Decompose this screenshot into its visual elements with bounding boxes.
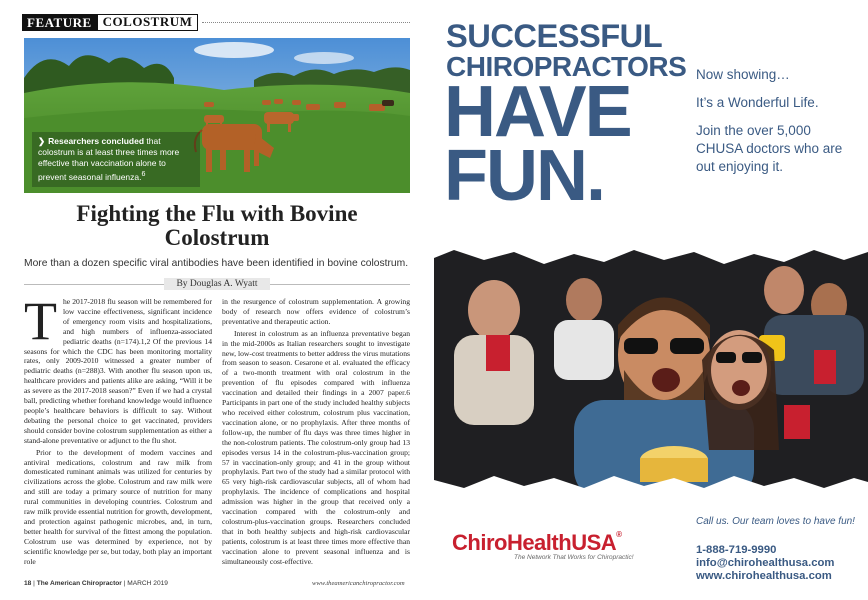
- issue-date: MARCH 2019: [127, 580, 168, 587]
- ad-headline-successful: SUCCESSFUL: [446, 18, 663, 54]
- cows-hero-image: [24, 38, 410, 193]
- chirohealth-logo: [452, 530, 622, 556]
- article-deck: More than a dozen specific viral antibodies have been identified in bovine colostrum.: [24, 258, 409, 269]
- contact-website[interactable]: www.chirohealthusa.com: [696, 569, 832, 582]
- article-headline: Fighting the Flu with Bovine Colostrum: [76, 201, 358, 250]
- ad-headline-fun: FUN.: [444, 136, 604, 216]
- advertisement-page: [434, 0, 868, 600]
- ad-headline-have: HAVE: [444, 72, 631, 152]
- col2-paragraph-1: in the resurgence of colostrum supplementation. A growing body of research now offers evidence of colostrum’s preventative and therapeutic action.: [222, 297, 410, 326]
- ad-movie-title: It’s a Wonderful Life.: [696, 95, 819, 110]
- caption-lead: Researchers concluded: [48, 136, 145, 146]
- contact-email[interactable]: info@chirohealthusa.com: [696, 556, 835, 569]
- col1-paragraph-1: [24, 291, 212, 446]
- caption-ref: 6: [141, 170, 146, 178]
- caption-chevron-icon: ❯: [38, 136, 46, 146]
- byline-rule-left: [24, 284, 164, 285]
- article-column-1: [24, 291, 212, 566]
- brand-tagline: The Network That Works for Chiropractic!: [514, 554, 634, 561]
- article-column-2: [222, 297, 410, 566]
- brand-registered: ®: [616, 530, 622, 539]
- brand-suffix: USA: [571, 530, 617, 555]
- header-rule: [202, 22, 410, 23]
- movie-audience-photo: [434, 230, 868, 500]
- ad-join-text: Join the over 5,000 CHUSA doctors who are out enjoying it.: [696, 123, 843, 174]
- feature-label: FEATURE: [22, 14, 97, 31]
- contact-phone[interactable]: 1-888-719-9990: [696, 544, 777, 556]
- caption-text: that colostrum is at least three times more effective than vaccination alone to prevent seasonal influenza.: [38, 136, 180, 182]
- brand-name: ChiroHealth: [452, 530, 572, 555]
- publication-name: The American Chiropractor: [36, 580, 122, 587]
- col2-paragraph-2: Interest in colostrum as an influenza preventative began in the mid-2000s as Italian researchers sought to investigate new, low-cost treatments to better address the virus mutations from season to season. Cesarone et al. evaluated the efficacy of a two-month treatment with oral colostrum in the prevention of flu episodes compared with influenza vaccination and detailed their findings in a 2007 paper.6 Participants in part one of the study included healthy subjects who received either colostrum, colostrum plus vaccination, vaccination alone, or no prophylaxis. After three months of follow-up, the number of flu days was three times higher in the non-colostrum patients. The colostrum-only group had 13 episodes versus 14 in the colostrum-plus-vaccination group; 57 in vaccination-only group; and 41 in the group without prophylaxis. Part two of the study had a similar protocol with 65 very high-risk cardiovascular subjects, all of whom had prophylaxis. The incidence of complications and hospital admission was higher in the group that received only a vaccination compared with the colostrum-only and colostrum-plus-vaccination groups. Researchers concluded that in both healthy subjects and high-risk cardiovascular patients, colostrum is at least three times more effective than vaccination alone to prevent seasonal influenza and is simultaneously cost-effective.: [222, 328, 410, 566]
- col1-paragraph-2: Prior to the development of modern vaccines and antiviral medications, colostrum and raw milk from domesticated ruminant animals was utilized for centuries by civilizations across the globe. Colostrum and raw milk were and still are today a primary source of nutrition for many rural communities in developing countries. Colostrum and raw milk provide essential nutrition for growth, development, and protection against pathogenic microbes, and, in turn, better health for survival of the fittest among the population. Colostrum use was determined by experience, not by scientific knowledge per se, but today, both play an important role: [24, 447, 212, 566]
- ad-now-showing: Now showing…: [696, 67, 790, 82]
- byline: By Douglas A. Wyatt: [164, 278, 269, 290]
- hero-caption: [32, 132, 200, 187]
- publication-url[interactable]: www.theamericanchiropractor.com: [312, 580, 405, 587]
- col1-p1-text: he 2017-2018 flu season will be remembered for low vaccine effectiveness, significant incidence of emergency room visits and hospitalizations, and high numbers of influenza-associated pediatric deaths (n=174).1,2 Of the previous 14 seasons for which the CDC has been monitoring mortality rates, only 2009-2010 witnessed a greater number of pediatric deaths (n=288)3. With another flu season upon us, healthcare providers and patients alike are asking, “Will it be as severe as the 2017-2018 season?” Even if we had a crystal ball, predicting whether forehand knowledge would influence people’s healthcare behaviors is difficult to say. Without debating the personal choice to get vaccinated, providers should consider bovine colostrum supplementation as either a stand-alone preventative or adjunct to the flu shot.: [24, 297, 212, 445]
- contact-block: [696, 544, 834, 582]
- ad-copy: [696, 66, 861, 186]
- page-footer: 18 | The American Chiropractor | MARCH 2019: [24, 580, 168, 587]
- audience-illustration: [434, 230, 868, 500]
- byline-row: [24, 277, 410, 291]
- ad-headline-chiropractors: CHIROPRACTORS: [446, 51, 687, 82]
- drop-cap: T: [24, 291, 57, 351]
- feature-header: [22, 13, 410, 31]
- section-label: COLOSTRUM: [97, 14, 199, 31]
- ad-tagline: Call us. Our team loves to have fun!: [696, 516, 855, 527]
- page-number: 18: [24, 580, 32, 587]
- byline-rule-right: [270, 284, 410, 285]
